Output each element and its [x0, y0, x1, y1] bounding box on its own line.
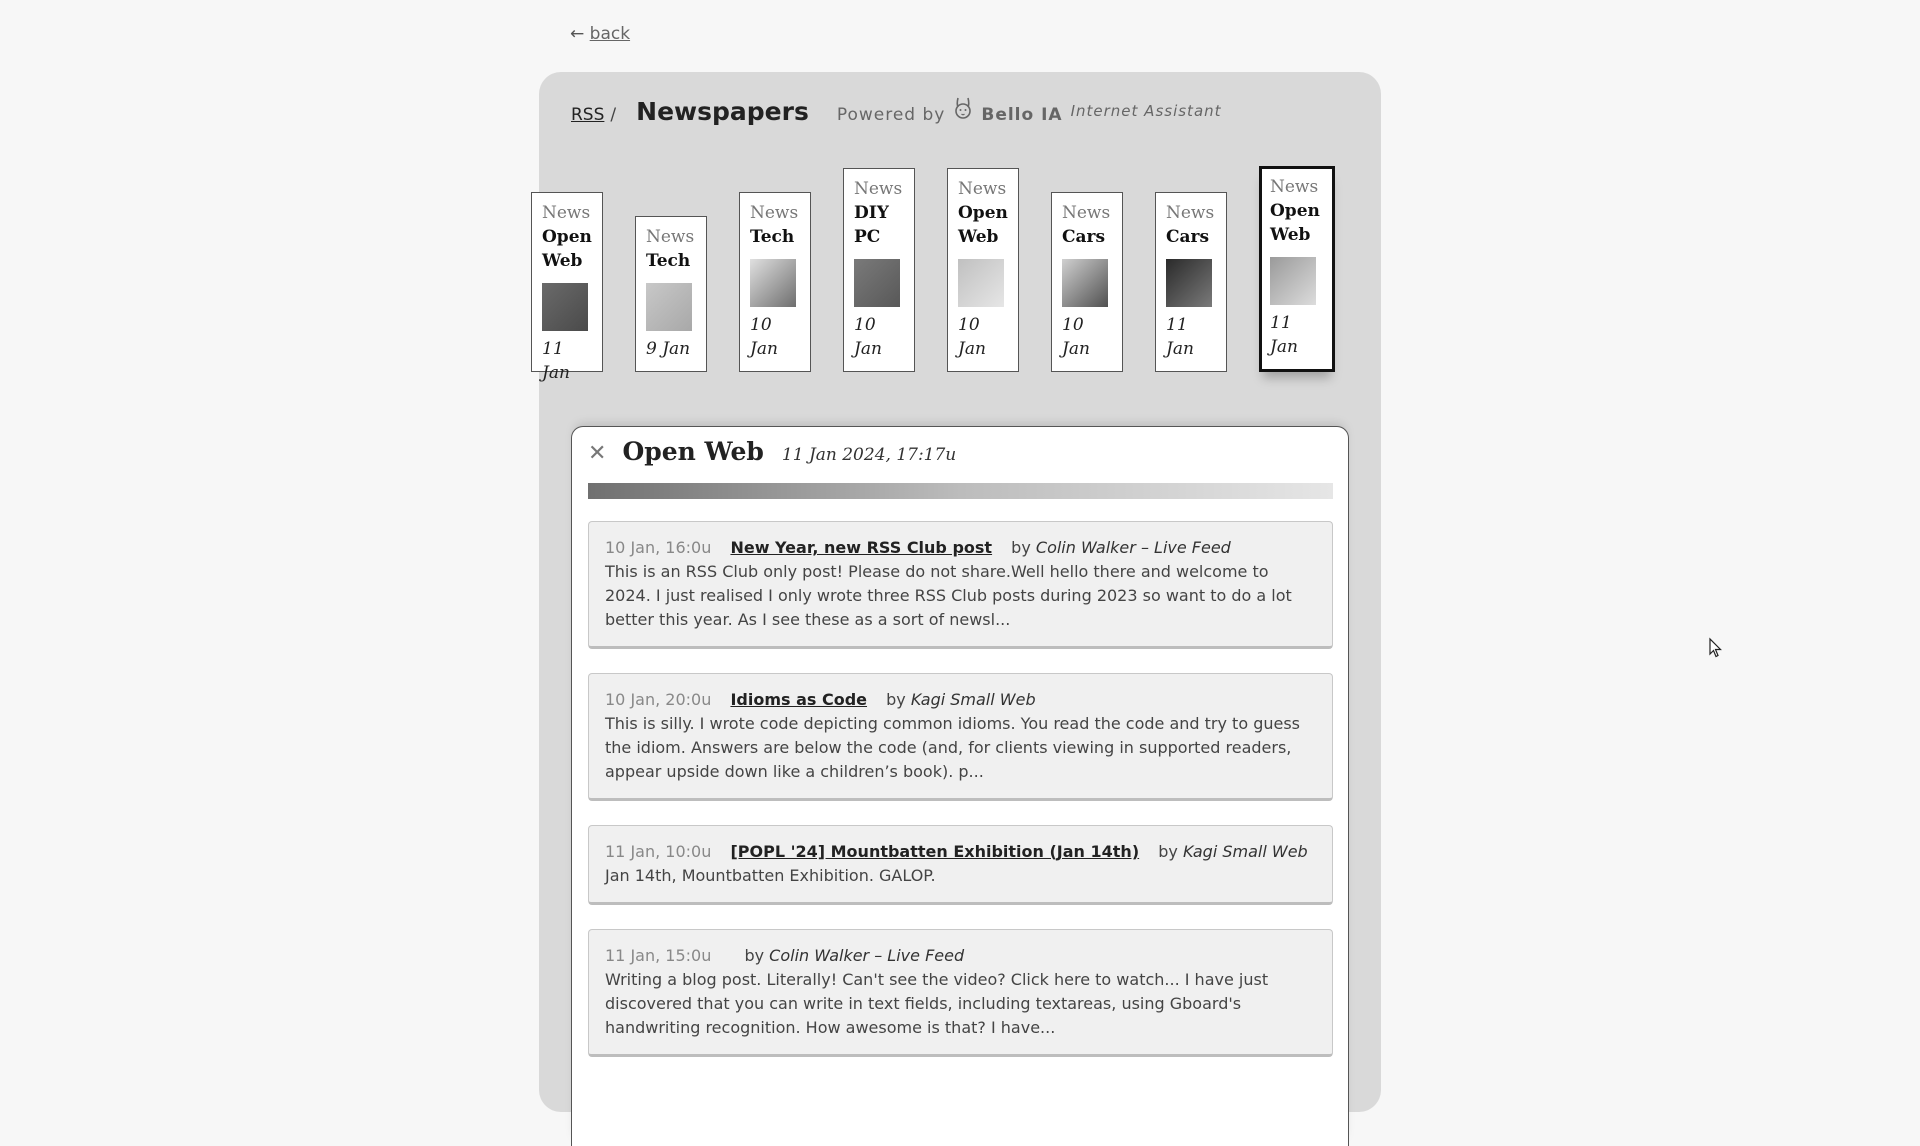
- page-header: [571, 96, 1222, 126]
- card-date: Jan: [1270, 337, 1298, 357]
- item-text: This is an RSS Club only post! Please do not share.Well hello there and welcome to 2024. I just realised I only wrote three RSS Club posts during 2023 so want to do a lot better this year. As I see these as a sort of newsl...: [605, 562, 1292, 629]
- newspaper-card[interactable]: [531, 192, 603, 383]
- newspaper-card[interactable]: [1259, 166, 1335, 372]
- card-thumbnail: [1270, 257, 1316, 305]
- breadcrumb-separator: /: [610, 105, 617, 125]
- card-title: Open: [1270, 201, 1320, 221]
- card-label: News: [854, 179, 903, 199]
- item-by: by: [1158, 842, 1178, 861]
- item-link[interactable]: New Year, new RSS Club post: [730, 538, 993, 557]
- back-link-label: back: [589, 24, 631, 44]
- item-by: by: [1011, 538, 1031, 557]
- newspaper-card[interactable]: [843, 168, 915, 372]
- item-meta: [605, 944, 1316, 968]
- card-date: 9 Jan: [646, 339, 691, 359]
- feed-panel: [571, 426, 1349, 1146]
- card-thumbnail: [1062, 259, 1108, 307]
- item-text: This is silly. I wrote code depicting common idioms. You read the code and try to guess the idiom. Answers are below the code (and, for clients viewing in supported readers, appear upside down like a children’s book). p...: [605, 714, 1301, 781]
- card-label: News: [1166, 203, 1215, 223]
- card-title: Tech: [646, 251, 691, 271]
- card-title: PC: [854, 227, 881, 247]
- item-link[interactable]: [POPL '24] Mountbatten Exhibition (Jan 14th): [730, 842, 1140, 861]
- item-author: Kagi Small Web: [910, 690, 1036, 709]
- card-label: News: [542, 203, 591, 223]
- panel-header: [588, 437, 956, 466]
- item-time: 10 Jan, 16:0u: [605, 538, 712, 557]
- card-date: 11: [1166, 315, 1188, 335]
- card-title: Tech: [750, 227, 795, 247]
- gradient-bar: [588, 483, 1333, 499]
- item-time: 10 Jan, 20:0u: [605, 690, 712, 709]
- rabbit-face-icon: [953, 96, 973, 120]
- card-date: Jan: [1062, 339, 1090, 359]
- card-label: News: [750, 203, 799, 223]
- item-author: Kagi Small Web: [1182, 842, 1308, 861]
- card-title: Web: [542, 251, 583, 271]
- newspaper-card[interactable]: [635, 216, 707, 372]
- card-date: Jan: [1166, 339, 1194, 359]
- card-date: 10: [958, 315, 980, 335]
- card-date: Jan: [750, 339, 778, 359]
- item-meta: [605, 688, 1316, 712]
- card-thumbnail: [854, 259, 900, 307]
- card-title: Open: [542, 227, 592, 247]
- item-meta: [605, 536, 1316, 560]
- feed-item: [588, 521, 1333, 649]
- newspaper-card[interactable]: [1155, 192, 1227, 372]
- card-label: News: [1270, 177, 1319, 197]
- feed-item: [588, 825, 1333, 905]
- item-time: 11 Jan, 10:0u: [605, 842, 712, 861]
- item-by: by: [886, 690, 906, 709]
- card-thumbnail: [1166, 259, 1212, 307]
- item-time: 11 Jan, 15:0u: [605, 946, 712, 965]
- card-date: 11: [1270, 313, 1292, 333]
- feed-item: [588, 929, 1333, 1057]
- breadcrumb-rss[interactable]: RSS: [571, 105, 605, 125]
- card-title: Web: [1270, 225, 1311, 245]
- card-date: 10: [854, 315, 876, 335]
- card-thumbnail: [750, 259, 796, 307]
- item-author: Colin Walker – Live Feed: [1035, 538, 1231, 557]
- item-text: Writing a blog post. Literally! Can't see the video? Click here to watch... I have just discovered that you can write in text fields, including textareas, using Gboard's handwriting recognition. How awesome is that? I have...: [605, 970, 1269, 1037]
- card-date: Jan: [542, 363, 570, 383]
- page-title: Newspapers: [636, 97, 809, 126]
- card-title: DIY: [854, 203, 889, 223]
- panel-date: 11 Jan 2024, 17:17u: [781, 445, 957, 465]
- card-thumbnail: [542, 283, 588, 331]
- card-date: Jan: [854, 339, 882, 359]
- newspaper-card[interactable]: [947, 168, 1019, 372]
- card-date: 10: [750, 315, 772, 335]
- item-meta: [605, 840, 1316, 864]
- card-thumbnail: [958, 259, 1004, 307]
- newspapers-container: [539, 72, 1381, 1112]
- close-icon[interactable]: ✕: [588, 441, 607, 466]
- card-date: 11: [542, 339, 564, 359]
- item-link[interactable]: Idioms as Code: [730, 690, 868, 709]
- card-label: News: [958, 179, 1007, 199]
- brand-subtitle: Internet Assistant: [1070, 102, 1222, 120]
- back-link[interactable]: [570, 24, 630, 44]
- card-date: 10: [1062, 315, 1084, 335]
- item-by: by: [744, 946, 765, 965]
- item-author: Colin Walker – Live Feed: [769, 946, 965, 965]
- card-title: Cars: [1062, 227, 1106, 247]
- card-label: News: [646, 227, 695, 247]
- newspaper-strip[interactable]: [542, 168, 1331, 388]
- feed-item: [588, 673, 1333, 801]
- feed-items: [588, 521, 1333, 1081]
- powered-by-label: Powered by: [836, 105, 946, 125]
- card-thumbnail: [646, 283, 692, 331]
- card-date: Jan: [958, 339, 986, 359]
- newspaper-card[interactable]: [1051, 192, 1123, 372]
- panel-title: Open Web: [622, 437, 764, 466]
- card-title: Open: [958, 203, 1008, 223]
- card-title: Web: [958, 227, 999, 247]
- mouse-cursor-icon: [1709, 638, 1723, 658]
- newspaper-card[interactable]: [739, 192, 811, 372]
- brand-name: Bello IA: [981, 105, 1063, 125]
- item-text: Jan 14th, Mountbatten Exhibition. GALOP.: [605, 866, 936, 885]
- back-arrow-icon: ←: [570, 24, 585, 44]
- card-title: Cars: [1166, 227, 1210, 247]
- card-label: News: [1062, 203, 1111, 223]
